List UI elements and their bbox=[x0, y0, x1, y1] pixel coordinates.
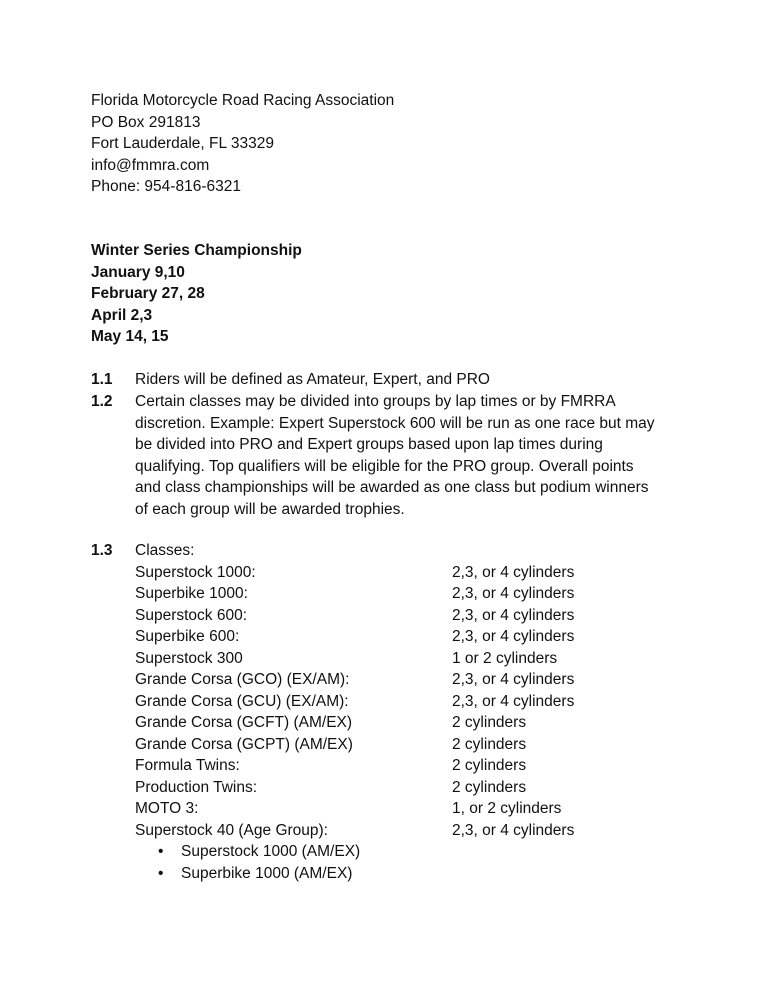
class-row bbox=[135, 605, 680, 627]
rule-text: Riders will be defined as Amateur, Expert, and PRO bbox=[135, 371, 490, 388]
class-row bbox=[135, 562, 680, 584]
series-date: May 14, 15 bbox=[91, 328, 169, 345]
rule-text bbox=[135, 391, 680, 520]
org-name: Florida Motorcycle Road Racing Association bbox=[91, 92, 395, 109]
class-cylinders: 2 cylinders bbox=[452, 714, 527, 731]
bullet-icon: • bbox=[158, 843, 164, 860]
subclass-name: Superbike 1000 (AM/EX) bbox=[181, 864, 353, 882]
class-row bbox=[135, 648, 680, 670]
class-row bbox=[135, 712, 680, 734]
phone: Phone: 954-816-6321 bbox=[91, 178, 241, 195]
email: info@fmmra.com bbox=[91, 156, 210, 174]
subclass-item bbox=[135, 863, 680, 885]
city-state-zip: Fort Lauderdale, FL 33329 bbox=[91, 135, 274, 152]
rule-1-3 bbox=[91, 540, 691, 884]
class-row bbox=[135, 734, 680, 756]
class-cylinders: 2,3, or 4 cylinders bbox=[452, 563, 575, 581]
class-name: Production Twins: bbox=[135, 778, 258, 796]
address-block bbox=[91, 90, 394, 198]
class-row bbox=[135, 626, 680, 648]
po-box: PO Box 291813 bbox=[91, 113, 201, 131]
class-cylinders: 2,3, or 4 cylinders bbox=[452, 671, 575, 688]
subclass-list bbox=[135, 841, 680, 884]
class-cylinders: 2,3, or 4 cylinders bbox=[452, 628, 575, 645]
series-block bbox=[91, 240, 302, 348]
bullet-icon: • bbox=[158, 864, 164, 882]
classes-list bbox=[135, 540, 680, 884]
rule-text-line: Certain classes may be divided into groups by lap times or by FMRRA bbox=[135, 393, 616, 410]
rule-1-1 bbox=[91, 369, 691, 391]
class-cylinders: 2,3, or 4 cylinders bbox=[452, 692, 575, 710]
class-row bbox=[135, 777, 680, 799]
class-cylinders: 2,3, or 4 cylinders bbox=[452, 585, 575, 602]
class-row bbox=[135, 583, 680, 605]
rule-text-line: be divided into PRO and Expert groups based upon lap times during bbox=[135, 436, 603, 453]
class-name: Superstock 1000: bbox=[135, 563, 256, 581]
subclass-item bbox=[135, 841, 680, 863]
series-date: February 27, 28 bbox=[91, 285, 205, 302]
class-row bbox=[135, 755, 680, 777]
class-row bbox=[135, 820, 680, 842]
class-cylinders: 2 cylinders bbox=[452, 735, 527, 753]
series-title: Winter Series Championship bbox=[91, 242, 302, 259]
class-name: Superstock 40 (Age Group): bbox=[135, 821, 328, 839]
class-name: MOTO 3: bbox=[135, 800, 199, 817]
class-row bbox=[135, 669, 680, 691]
class-cylinders: 2,3, or 4 cylinders bbox=[452, 606, 575, 624]
rule-number: 1.1 bbox=[91, 371, 113, 388]
subclass-name: Superstock 1000 (AM/EX) bbox=[181, 843, 361, 860]
class-cylinders: 2,3, or 4 cylinders bbox=[452, 821, 575, 839]
rule-number: 1.3 bbox=[91, 542, 113, 559]
rule-text-line: and class championships will be awarded as one class but podium winners bbox=[135, 479, 649, 496]
class-cylinders: 2 cylinders bbox=[452, 757, 527, 774]
class-cylinders: 1 or 2 cylinders bbox=[452, 649, 558, 667]
rule-text-line: discretion. Example: Expert Superstock 600 will be run as one race but may bbox=[135, 414, 655, 432]
rule-text-line: qualifying. Top qualifiers will be eligible for the PRO group. Overall points bbox=[135, 457, 634, 475]
series-date: April 2,3 bbox=[91, 306, 153, 324]
class-name: Grande Corsa (GCFT) (AM/EX) bbox=[135, 714, 353, 731]
class-name: Superbike 1000: bbox=[135, 585, 248, 602]
class-name: Formula Twins: bbox=[135, 757, 240, 774]
series-date: January 9,10 bbox=[91, 263, 185, 281]
class-name: Grande Corsa (GCPT) (AM/EX) bbox=[135, 735, 353, 753]
class-cylinders: 1, or 2 cylinders bbox=[452, 800, 562, 817]
class-name: Grande Corsa (GCO) (EX/AM): bbox=[135, 671, 350, 688]
class-row bbox=[135, 798, 680, 820]
rule-1-2 bbox=[91, 391, 691, 520]
class-cylinders: 2 cylinders bbox=[452, 778, 527, 796]
class-name: Superstock 600: bbox=[135, 606, 248, 624]
class-name: Superstock 300 bbox=[135, 649, 243, 667]
class-row bbox=[135, 691, 680, 713]
rule-number: 1.2 bbox=[91, 393, 113, 410]
rule-text-line: of each group will be awarded trophies. bbox=[135, 500, 405, 518]
class-name: Grande Corsa (GCU) (EX/AM): bbox=[135, 692, 349, 710]
classes-heading: Classes: bbox=[135, 542, 195, 559]
class-name: Superbike 600: bbox=[135, 628, 240, 645]
